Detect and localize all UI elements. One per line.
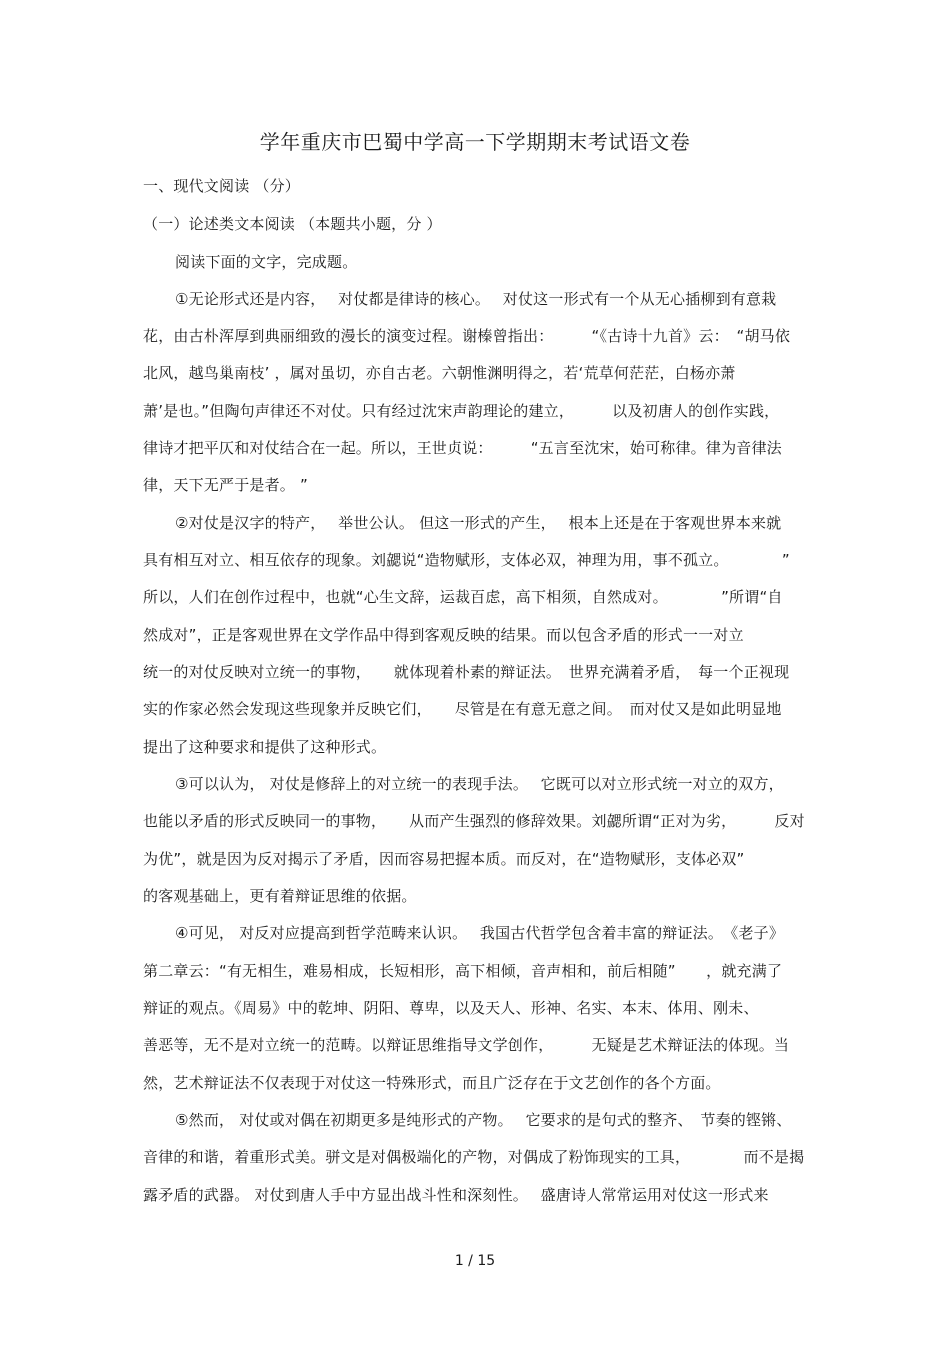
- paragraph-line: 然成对”，正是客观世界在文学作品中得到客观反映的结果。而以包含矛盾的形式一一对立: [143, 626, 744, 644]
- paragraph-line: 辩证的观点。《周易》中的乾坤、阴阳、尊卑，以及天人、形神、名实、本末、体用、刚未、: [143, 999, 759, 1017]
- paragraph-line: 然，艺术辩证法不仅表现于对仗这一特殊形式，而且广泛存在于文艺创作的各个方面。: [143, 1074, 721, 1092]
- paragraph-line: ⑤然而， 对仗或对偶在初期更多是纯形式的产物。 它要求的是句式的整齐、 节奏的铿锵、: [175, 1111, 792, 1129]
- paragraph-line: 善恶等，无不是对立统一的范畴。以辩证思维指导文学创作， 无疑是艺术辩证法的体现。当: [143, 1036, 790, 1054]
- paragraph-line: ③可以认为， 对仗是修辞上的对立统一的表现手法。 它既可以对立形式统一对立的双方，: [175, 775, 784, 793]
- paragraph-line: 北风，越鸟巢南枝’ ，属对虽切，亦自古老。六朝惟渊明得之，若‘荒草何茫茫，白杨亦萧: [143, 364, 736, 382]
- paragraph-line: 统一的对仗反映对立统一的事物， 就体现着朴素的辩证法。 世界充满着矛盾， 每一个正视现: [143, 663, 790, 681]
- paragraph-line: ①无论形式还是内容， 对仗都是律诗的核心。 对仗这一形式有一个从无心插柳到有意栽: [175, 290, 777, 308]
- paragraph-line: 花，由古朴浑厚到典丽细致的漫长的演变过程。谢榛曾指出： “《古诗十九首》云： “胡马依: [143, 327, 791, 345]
- instruction-text: 阅读下面的文字，完成题。: [175, 253, 358, 271]
- paragraph-line: 律，天下无严于是者。 ”: [143, 476, 308, 494]
- paragraph-line: 也能以矛盾的形式反映同一的事物， 从而产生强烈的修辞效果。刘勰所谓“正对为劣， 反对: [143, 812, 805, 830]
- paragraph-line: ②对仗是汉字的特产， 举世公认。 但这一形式的产生， 根本上还是在于客观世界本来就: [175, 514, 782, 532]
- paragraph-line: 的客观基础上，更有着辩证思维的依据。: [143, 887, 417, 905]
- paragraph-line: 音律的和谐，着重形式美。骈文是对偶极端化的产物，对偶成了粉饰现实的工具， 而不是揭: [143, 1148, 805, 1166]
- document-title: 学年重庆市巴蜀中学高一下学期期末考试语文卷: [259, 130, 691, 154]
- paragraph-line: 实的作家必然会发现这些现象并反映它们， 尽管是在有意无意之间。 而对仗又是如此明显地: [143, 700, 782, 718]
- page-number: 1 / 15: [454, 1253, 496, 1269]
- paragraph-line: 为优”，就是因为反对揭示了矛盾，因而容易把握本质。而反对，在“造物赋形，支体必双”: [143, 850, 745, 868]
- paragraph-line: 所以，人们在创作过程中，也就“心生文辞，运裁百虑，高下相须，自然成对。 ”所谓“自: [143, 588, 783, 606]
- paragraph-line: ④可见， 对反对应提高到哲学范畴来认识。 我国古代哲学包含着丰富的辩证法。 《老子》: [175, 924, 785, 942]
- section-heading: 一、现代文阅读 （分）: [143, 177, 300, 195]
- paragraph-line: 萧’是也。”但陶句声律还不对仗。只有经过沈宋声韵理论的建立， 以及初唐人的创作实践，: [143, 402, 780, 420]
- paragraph-line: 第二章云：“有无相生，难易相成，长短相形，高下相倾，音声相和，前后相随” ，就充满了: [143, 962, 783, 980]
- paragraph-line: 具有相互对立、相互依存的现象。刘勰说“造物赋形，支体必双，神理为用，事不孤立。 ”: [143, 551, 790, 569]
- paragraph-line: 律诗才把平仄和对仗结合在一起。所以，王世贞说： “五言至沈宋，始可称律。律为音律法: [143, 439, 782, 457]
- subsection-heading: （一）论述类文本阅读 （本题共小题，分 ）: [143, 215, 442, 233]
- paragraph-line: 露矛盾的武器。 对仗到唐人手中方显出战斗性和深刻性。 盛唐诗人常常运用对仗这一形式来: [143, 1186, 769, 1204]
- paragraph-line: 提出了这种要求和提供了这种形式。: [143, 738, 387, 756]
